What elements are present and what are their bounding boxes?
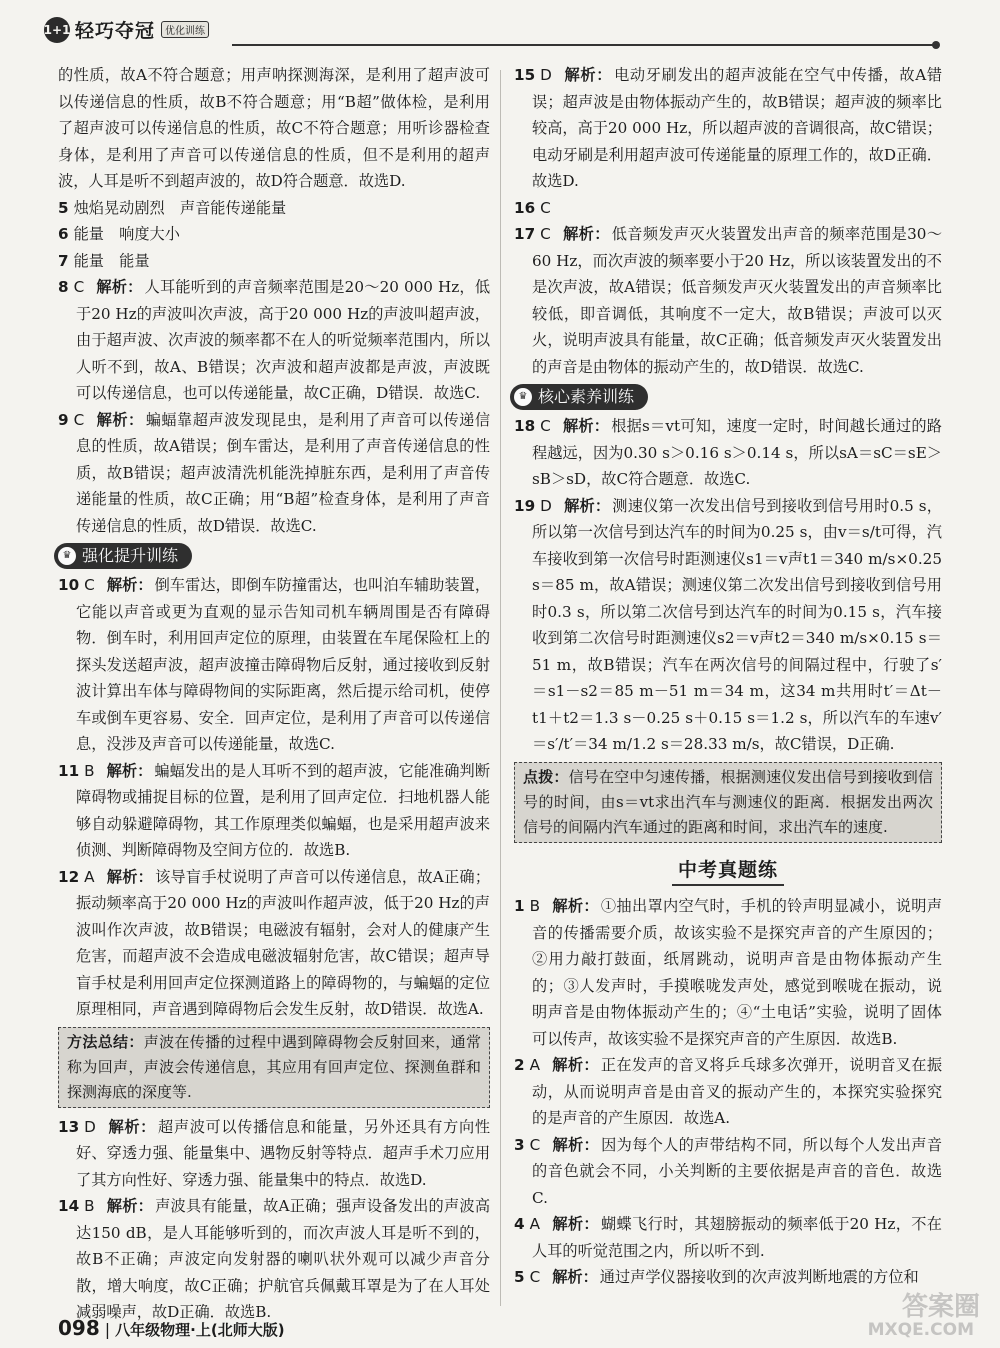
analysis-text: 人耳能听到的声音频率范围是20～20 000 Hz，低于20 Hz的声波叫次声波，高于20 000 Hz的声波叫超声波，由于超声波、次声波的频率都不在人的听觉频率范围内，所以人听不到，故A、B错误；次声波和超声波都是声波，声波既可以传递信息，也可以传递能量，故C正确，D错误．故选C. <box>76 278 491 402</box>
analysis-text: 通过声学仪器接收到的次声波判断地震的方位和 <box>599 1268 919 1286</box>
crown-icon: ♛ <box>58 547 76 565</box>
answer-text: 烛焰晃动剧烈 声音能传递能量 <box>73 198 287 217</box>
answer-number: 7 <box>58 251 69 270</box>
analysis-text: 根据s＝vt可知，速度一定时，时间越长通过的路程越远，因为0.30 s＞0.16 s＞0.14 s，所以sA＝sC＝sE＞sB＞sD，故C符合题意．故选C. <box>532 417 942 488</box>
exam-answer-5 <box>514 1264 942 1291</box>
analysis-label: 解析： <box>551 1215 599 1233</box>
answer-number: 5 <box>58 198 69 217</box>
analysis-label: 解析： <box>563 66 613 84</box>
analysis-text: 蝴蝶飞行时，其翅膀振动的频率低于20 Hz，不在人耳的听觉范围之内，所以听不到. <box>532 1215 942 1260</box>
answer-number: 2 <box>514 1056 525 1074</box>
footer-separator: | <box>104 1320 111 1339</box>
analysis-text: 超声波可以传播信息和能量，另外还具有方向性好、穿透力强、能量集中、遇物反射等特点．超声手术刀应用了其方向性好、穿透力强、能量集中的特点．故选D. <box>76 1117 490 1189</box>
watermark-logo: 答案圈 <box>901 1292 980 1322</box>
answer-choice: D <box>540 496 552 515</box>
analysis-label: 解析： <box>562 225 610 243</box>
answer-text: 能量 能量 <box>73 251 150 270</box>
answer-number: 10 <box>58 576 80 594</box>
analysis-label: 解析： <box>563 496 611 515</box>
answer-text: 能量 响度大小 <box>73 225 180 243</box>
answer-14 <box>58 1193 490 1326</box>
section-heading-core <box>510 384 648 410</box>
analysis-text: 声波具有能量，故A正确；强声设备发出的声波高达150 dB，是人耳能够听到的，而次声波人耳是听不到的，故B不正确；声波定向发射器的喇叭状外观可以减少声音分散，增大响度，故C正确；护航官兵佩戴耳罩是为了在人耳处减弱噪声，故D正确．故选B. <box>76 1197 491 1321</box>
hint-box <box>514 762 942 843</box>
tip-text: 信号在空中匀速传播，根据测速仪发出信号到接收到信号的时间，由s＝vt求出汽车与测速仪的距离．根据发出两次信号的间隔内汽车通过的距离和时间，求出汽车的速度. <box>523 767 933 836</box>
answer-choice: A <box>529 1215 540 1233</box>
answer-number: 13 <box>58 1117 80 1136</box>
answer-10 <box>58 572 490 758</box>
analysis-label: 解析： <box>106 761 153 780</box>
answer-11 <box>58 758 490 864</box>
exam-section-title: 中考真题练 <box>514 857 942 884</box>
answer-choice: D <box>84 1117 96 1136</box>
answer-choice: C <box>529 1135 541 1154</box>
answer-16 <box>514 195 942 222</box>
analysis-label: 解析： <box>107 1117 157 1136</box>
right-column <box>514 62 942 1291</box>
answer-number: 8 <box>58 278 69 296</box>
brand-logo <box>44 16 209 43</box>
answer-choice: B <box>84 1197 95 1215</box>
answer-choice: B <box>84 761 95 780</box>
analysis-text: 电动牙刷发出的超声波能在空气中传播，故A错误；超声波是由物体振动产生的，故B错误；超声波的频率比较高，高于20 000 Hz，所以超声波的音调很高，故C错误；电动牙刷是利用超声波可传递能量的原理工作的，故D正确．故选D. <box>532 66 943 190</box>
analysis-label: 解析： <box>562 417 610 435</box>
answer-number: 6 <box>58 225 69 243</box>
answer-number: 11 <box>58 761 80 780</box>
analysis-label: 解析： <box>106 867 154 886</box>
answer-choice: C <box>540 198 551 217</box>
answer-number: 15 <box>514 66 536 84</box>
answer-number: 17 <box>514 225 536 243</box>
answer-7 <box>58 248 490 275</box>
answer-choice: C <box>73 410 85 429</box>
answer-15 <box>514 62 942 195</box>
analysis-label: 解析： <box>551 1056 599 1074</box>
answer-choice: D <box>540 66 552 84</box>
tip-label: 方法总结： <box>67 1032 144 1051</box>
analysis-text: 测速仪第一次发出信号到接收到信号用时0.5 s，所以第一次信号到达汽车的时间为0.25 s，由v＝s/t可得，汽车接收到第一次信号时距测速仪s1＝v声t1＝340 m/s×0.25 s＝85 m，故A错误；测速仪第二次发出信号到接收到信号用时0.3 s，所以第二次信号到达汽车的时间为0.15 s，汽车接收到第二次信号时距测速仪s2＝v声t2＝340 m/s×0.15 s＝51 m，故B错误；汽车在两次信号的间隔过程中，行驶了s′＝s1－s2＝85 m－51 m＝34 m，这34 m共用时t′＝Δt－t1＋t2＝1.3 s－0.25 s＋0.15 s＝1.2 s，所以汽车的车速v′＝s′/t′＝34 m/1.2 s＝28.33 m/s，故C错误，D正确. <box>532 496 942 753</box>
section-heading-boost <box>54 543 192 569</box>
analysis-label: 解析： <box>96 278 143 296</box>
logo-tag: 优化训练 <box>161 21 209 38</box>
analysis-label: 解析： <box>96 410 144 429</box>
answer-choice: C <box>84 576 95 594</box>
answer-number: 16 <box>514 198 536 217</box>
analysis-label: 解析： <box>552 1268 598 1286</box>
logo-mark: 1+1 <box>44 17 70 43</box>
exam-answer-4 <box>514 1211 942 1264</box>
exam-answer-2 <box>514 1052 942 1132</box>
answer-17 <box>514 221 942 380</box>
answer-19 <box>514 493 942 758</box>
analysis-label: 解析： <box>106 576 153 594</box>
analysis-text: 蝙蝠发出的是人耳听不到的超声波，它能准确判断障碍物或捕捉目标的位置，是利用了回声定位．扫地机器人能够自动躲避障碍物，其工作原理类似蝙蝠，也是采用超声波来侦测、判断障碍物及空间方位的．故选B. <box>76 761 491 859</box>
answer-choice: C <box>540 417 551 435</box>
page-footer <box>58 1316 285 1340</box>
answer-choice: C <box>73 278 85 296</box>
analysis-label: 解析： <box>552 1135 600 1154</box>
answer-number: 9 <box>58 410 69 429</box>
header-rule <box>232 44 934 46</box>
analysis-text: 倒车雷达，即倒车防撞雷达，也叫泊车辅助装置，它能以声音或更为直观的显示告知司机车辆周围是否有障碍物．倒车时，利用回声定位的原理，由装置在车尾保险杠上的探头发送超声波，超声波撞击障碍物后反射，通过接收到反射波计算出车体与障碍物间的实际距离，然后提示给司机，使停车或倒车更容易、安全．回声定位，是利用了声音可以传递信息，没涉及声音可以传递能量，故选C. <box>76 576 490 753</box>
logo-text: 轻巧夺冠 <box>75 20 156 42</box>
answer-choice: C <box>540 225 551 243</box>
tip-text: 声波在传播的过程中遇到障碍物会反射回来，通常称为回声，声波会传递信息，其应用有回声定位、探测鱼群和探测海底的深度等. <box>67 1032 481 1101</box>
answer-13 <box>58 1114 490 1194</box>
left-column <box>58 62 490 1326</box>
section-title: 核心素养训练 <box>538 387 635 406</box>
analysis-label: 解析： <box>106 1197 154 1215</box>
analysis-label: 解析： <box>552 897 599 915</box>
answer-choice: A <box>529 1056 540 1074</box>
analysis-text: 该导盲手杖说明了声音可以传递信息，故A正确；振动频率高于20 000 Hz的声波叫作超声波，低于20 Hz的声波叫作次声波，故B错误；电磁波有辐射，会对人的健康产生危害，而超声波不会造成电磁波辐射危害，故C错误；超声导盲手杖是利用回声定位探测道路上的障碍物的，与蝙蝠的定位原理相同，声音遇到障碍物后会发生反射，故D错误．故选A. <box>76 867 491 1018</box>
method-summary-box <box>58 1027 490 1108</box>
analysis-text: ①抽出罩内空气时，手机的铃声明显减小，说明声音的传播需要介质，故该实验不是探究声音的产生原因的；②用力敲打鼓面，纸屑跳动，说明声音是由物体振动产生的；③人发声时，手摸喉咙发声处，感觉到喉咙在振动，说明声音是由物体振动产生的；④“土电话”实验，说明了固体可以传声，故该实验不是探究声音的产生原因．故选B. <box>532 897 943 1048</box>
analysis-text: 蝙蝠靠超声波发现昆虫，是利用了声音可以传递信息的性质，故A错误；倒车雷达，是利用了声音传递信息的性质，故B错误；超声波清洗机能洗掉脏东西，是利用了声音传递能量的性质，故C正确；用“B超”检查身体，是利用了声音传递信息的性质，故D错误．故选C. <box>76 410 491 535</box>
answer-choice: B <box>529 897 540 915</box>
analysis-text: 低音频发声灭火装置发出声音的频率范围是30～60 Hz，而次声波的频率要小于20 Hz，所以该装置发出的不是次声波，故A错误；低音频发声灭火装置发出的声音频率比较低，即音调低，其响度不一定大，故B错误；声波可以灭火，说明声波具有能量，故C正确；低音频发声灭火装置发出的声音是由物体的振动产生的，故D错误．故选C. <box>532 225 942 376</box>
exam-answer-1 <box>514 893 942 1052</box>
answer-choice: A <box>84 867 95 886</box>
answer-number: 5 <box>514 1268 525 1286</box>
exam-answer-3 <box>514 1132 942 1212</box>
watermark-url: MXQE.COM <box>867 1320 974 1340</box>
answer-number: 18 <box>514 417 536 435</box>
page-number: 098 <box>58 1316 100 1340</box>
book-title: 八年级物理·上(北师大版) <box>115 1321 285 1339</box>
answer-choice: C <box>529 1268 541 1286</box>
crown-icon: ♛ <box>514 388 532 406</box>
answer-18 <box>514 413 942 493</box>
answer-number: 1 <box>514 897 525 915</box>
answer-number: 12 <box>58 867 80 886</box>
answer-number: 3 <box>514 1135 525 1154</box>
tip-label: 点拨： <box>523 767 569 786</box>
answer-8 <box>58 274 490 407</box>
column-divider <box>500 70 501 1306</box>
analysis-text: 正在发声的音叉将乒乓球多次弹开，说明音叉在振动，从而说明声音是由音叉的振动产生的，本探究实验探究的是声音的产生原因．故选A. <box>532 1056 943 1127</box>
answer-6 <box>58 221 490 248</box>
answer-number: 14 <box>58 1197 80 1215</box>
answer-number: 4 <box>514 1215 525 1233</box>
answer-number: 19 <box>514 496 536 515</box>
section-title: 强化提升训练 <box>82 546 179 565</box>
page-header <box>0 0 1000 70</box>
answer-intro: 的性质，故A不符合题意；用声呐探测海深，是利用了超声波可以传递信息的性质，故B不符合题意；用“B超”做体检，是利用了超声波可以传递信息的性质，故C不符合题意；用听诊器检查身体，是利用了声音可以传递信息的性质，但不是利用的超声波，人耳是听不到超声波的，故D符合题意．故选D. <box>58 66 490 190</box>
analysis-text: 因为每个人的声带结构不同，所以每个人发出声音的音色就会不同，小关判断的主要依据是声音的音色．故选C. <box>532 1135 943 1207</box>
answer-9 <box>58 407 490 540</box>
answer-12 <box>58 864 490 1023</box>
answer-5 <box>58 195 490 222</box>
